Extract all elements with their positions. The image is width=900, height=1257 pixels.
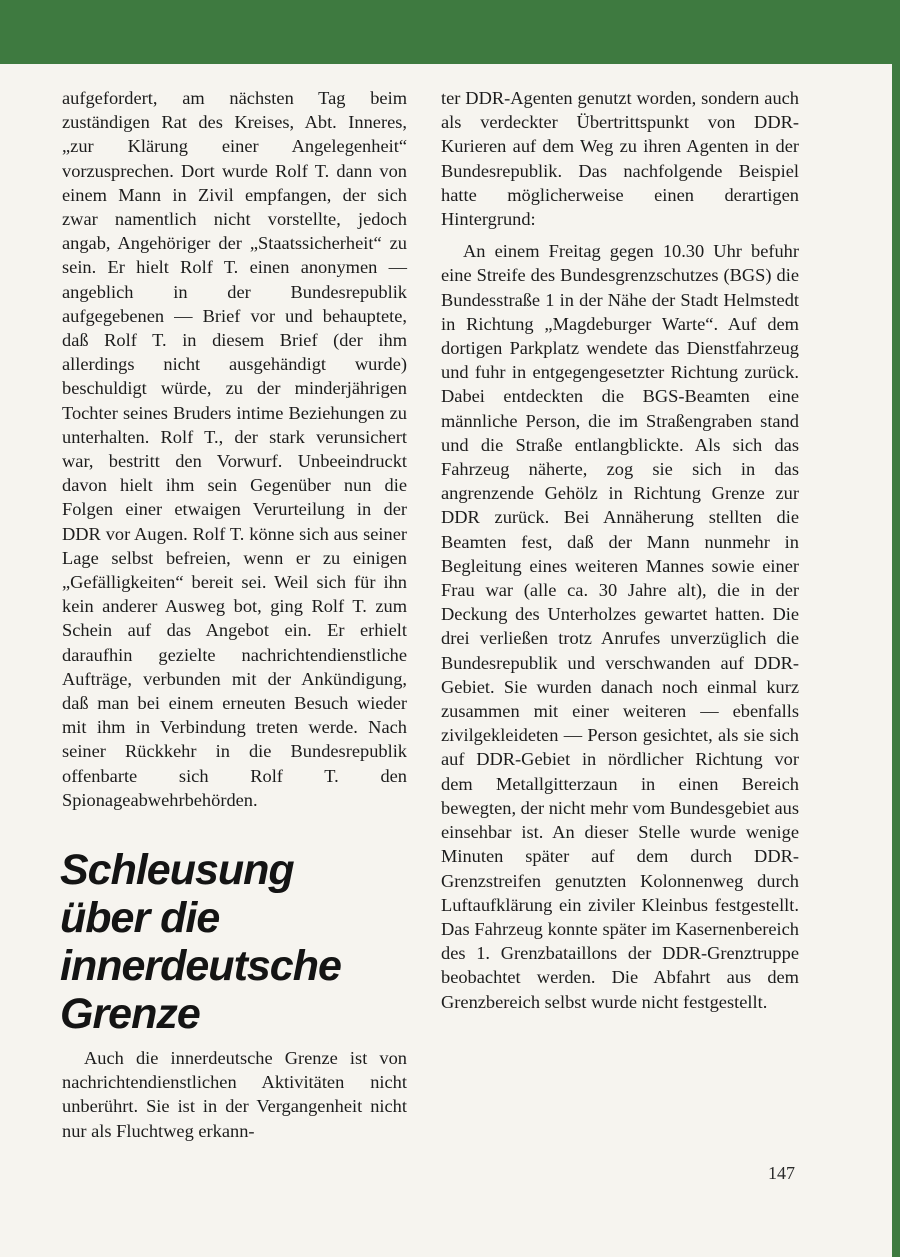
top-color-band (0, 0, 900, 64)
section-heading-line-3: innerdeutsche (60, 942, 341, 990)
section-heading-line-1: Schleusung (60, 846, 294, 894)
section-heading-line-4: Grenze (60, 990, 200, 1038)
right-paragraph-1: ter DDR-Agenten genutzt worden, sondern auch als verdeckter Übertrittspunkt von DDR-Kurieren auf dem Weg zu ihren Agenten in der Bundesrepublik. Das nachfolgende Beispiel hatte möglicherweise einen derartigen Hintergrund: (441, 88, 799, 230)
page-number: 147 (768, 1163, 795, 1183)
left-column (62, 86, 407, 812)
section-body (62, 1046, 407, 1143)
right-edge-band (892, 0, 900, 1257)
section-heading-line-2: über die (60, 894, 220, 942)
right-paragraph-2: An einem Freitag gegen 10.30 Uhr befuhr eine Streife des Bundesgrenzschutzes (BGS) die Bundesstraße 1 in der Nähe der Stadt Helmstedt in Richtung „Magdeburger Warte“. Auf dem dortigen Parkplatz wendete das Dienstfahrzeug und fuhr in entgegengesetzter Richtung zurück. Dabei entdeckten die BGS-Beamten eine männliche Person, die im Straßengraben stand und die Straße entlangblickte. Als sich das Fahrzeug näherte, zog sie sich in das angrenzende Gehölz in Richtung Grenze zur DDR zurück. Bei Annäherung stellten die Beamten fest, daß der Mann nunmehr in Begleitung eines weiteren Mannes sowie einer Frau war (alle ca. 30 Jahre alt), die in der Deckung des Unterholzes gewartet hatten. Die drei verließen trotz Anrufes unverzüglich die Bundesrepublik und verschwanden auf DDR-Gebiet. Sie wurden danach noch einmal kurz zusammen mit einer weiteren — ebenfalls zivilgekleideten — Person gesichtet, als sie sich auf DDR-Gebiet in nördlicher Richtung vor dem Metallgitterzaun in einen Bereich bewegten, der nicht mehr vom Bundesgebiet aus einsehbar ist. An dieser Stelle wurde wenige Minuten später auf dem durch DDR-Grenzstreifen genutzten Kolonnenweg durch Luftaufklärung ein ziviler Kleinbus festgestellt. Das Fahrzeug konnte später im Kasernenbereich des 1. Grenzbataillons der DDR-Grenztruppe beobachtet werden. Die Abfahrt aus dem Grenzbereich selbst wurde nicht festgestellt. (441, 241, 800, 1012)
right-column (441, 86, 799, 1014)
section-heading (60, 846, 420, 1038)
section-paragraph-1: Auch die innerdeutsche Grenze ist von nachrichtendienstlichen Aktivitäten nicht unberührt. Sie ist in der Vergangenheit nicht nur als Fluchtweg erkann- (62, 1048, 407, 1141)
left-paragraph-1: aufgefordert, am nächsten Tag beim zuständigen Rat des Kreises, Abt. Inneres, „zur Klärung einer Angelegenheit“ vorzusprechen. Dort wurde Rolf T. dann von einem Mann in Zivil empfangen, der sich zwar namentlich nicht vorstellte, jedoch angab, Angehöriger der „Staatssicherheit“ zu sein. Er hielt Rolf T. einen anonymen — angeblich in der Bundesrepublik aufgegebenen — Brief vor und behauptete, daß Rolf T. in diesem Brief (der ihm allerdings nicht ausgehändigt wurde) beschuldigt würde, zu der minderjährigen Tochter seines Bruders intime Beziehungen zu unterhalten. Rolf T., der stark verunsichert war, bestritt den Vorwurf. Unbeeindruckt davon hielt ihm sein Gegenüber nun die Folgen einer etwaigen Verurteilung in der DDR vor Augen. Rolf T. könne sich aus seiner Lage selbst befreien, wenn er zu einigen „Gefälligkeiten“ bereit sei. Weil sich für ihn kein anderer Ausweg bot, ging Rolf T. zum Schein auf das Angebot ein. Er erhielt daraufhin gezielte nachrichtendienstliche Aufträge, verbunden mit der Ankündigung, daß man bei einem erneuten Besuch wieder mit ihm in Verbindung treten werde. Nach seiner Rückkehr in die Bundesrepublik offenbarte sich Rolf T. den Spionageabwehrbehörden. (62, 88, 407, 810)
